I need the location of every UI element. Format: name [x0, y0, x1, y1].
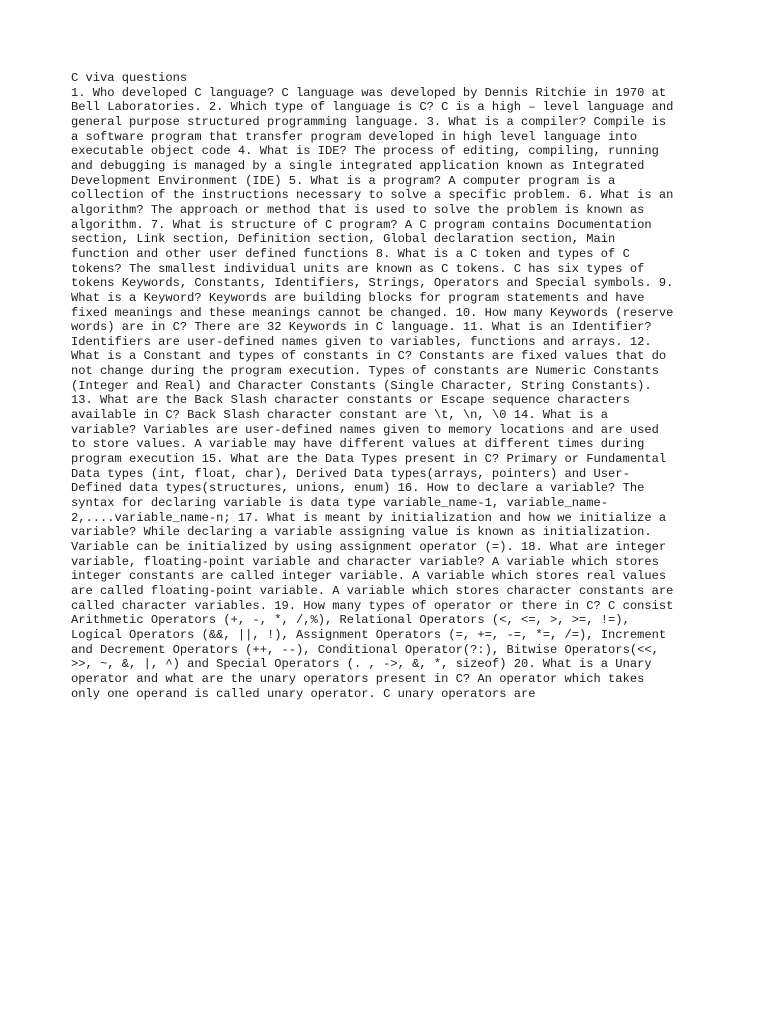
- text-line: variable? Variables are user-defined names given to memory locations and are used: [71, 422, 659, 437]
- text-line: What is a Constant and types of constants in C? Constants are fixed values that do: [71, 349, 667, 364]
- text-line: tokens? The smallest individual units are known as C tokens. C has six types of: [71, 261, 645, 276]
- text-line: algorithm? The approach or method that is used to solve the problem is known as: [71, 202, 645, 217]
- text-line: 2,....variable_name-n; 17. What is meant by initialization and how we initialize a: [71, 510, 667, 525]
- text-line: are called floating-point variable. A variable which stores character constants are: [71, 583, 674, 598]
- text-line: Variable can be initialized by using assignment operator (=). 18. What are integer: [71, 540, 667, 554]
- text-line: called character variables. 19. How many types of operator or there in C? C consist: [71, 598, 674, 613]
- document-title: C viva questions: [71, 71, 188, 85]
- text-line: to store values. A variable may have different values at different times during: [71, 437, 645, 452]
- text-line: variable, floating-point variable and character variable? A variable which stores: [71, 554, 659, 569]
- text-line: Identifiers are user-defined names given to variables, functions and arrays. 12.: [71, 334, 652, 349]
- text-line: tokens Keywords, Constants, Identifiers, Strings, Operators and Special symbols. 9.: [71, 276, 674, 291]
- text-line: a software program that transfer program developed in high level language into: [71, 129, 638, 144]
- text-line: words) are in C? There are 32 Keywords in C language. 11. What is an Identifier?: [71, 320, 652, 335]
- text-line: What is a Keyword? Keywords are building blocks for program statements and have: [71, 290, 645, 305]
- text-line: only one operand is called unary operator. C unary operators are: [71, 686, 536, 701]
- text-line: Arithmetic Operators (+, -, *, /,%), Relational Operators (<, <=, >, >=, !=),: [71, 613, 630, 628]
- text-line: 1. Who developed C language? C language was developed by Dennis Ritchie in 1970 at: [71, 85, 667, 100]
- text-line: executable object code 4. What is IDE? The process of editing, compiling, running: [71, 144, 659, 159]
- text-line: general purpose structured programming language. 3. What is a compiler? Compile is: [71, 114, 667, 129]
- text-line: and Decrement Operators (++, --), Conditional Operator(?:), Bitwise Operators(<<,: [71, 642, 659, 657]
- text-line: not change during the program execution. Types of constants are Numeric Constants: [71, 364, 659, 379]
- text-line: Defined data types(structures, unions, enum) 16. How to declare a variable? The: [71, 481, 645, 496]
- text-line: integer constants are called integer variable. A variable which stores real values: [71, 569, 667, 584]
- text-line: function and other user defined functions 8. What is a C token and types of C: [71, 246, 630, 261]
- text-line: Development Environment (IDE) 5. What is a program? A computer program is a: [71, 173, 616, 188]
- text-line: and debugging is managed by a single integrated application known as Integrated: [71, 158, 645, 173]
- text-line: Data types (int, float, char), Derived Data types(arrays, pointers) and User-: [71, 466, 630, 481]
- text-line: operator and what are the unary operators present in C? An operator which takes: [71, 671, 645, 686]
- text-line: algorithm. 7. What is structure of C program? A C program contains Documentation: [71, 217, 652, 232]
- text-line: syntax for declaring variable is data type variable_name-1, variable_name-: [71, 496, 609, 511]
- text-line: Bell Laboratories. 2. Which type of language is C? C is a high – level language and: [71, 100, 674, 115]
- text-line: variable? While declaring a variable assigning value is known as initialization.: [71, 525, 652, 540]
- text-line: fixed meanings and these meanings cannot be changed. 10. How many Keywords (reserve: [71, 305, 674, 320]
- text-line: program execution 15. What are the Data Types present in C? Primary or Fundamental: [71, 452, 667, 467]
- text-line: (Integer and Real) and Character Constants (Single Character, String Constants).: [71, 378, 652, 393]
- text-line: available in C? Back Slash character constant are \t, \n, \0 14. What is a: [71, 408, 609, 423]
- text-line: collection of the instructions necessary to solve a specific problem. 6. What is an: [71, 188, 674, 203]
- text-line: >>, ~, &, |, ^) and Special Operators (. , ->, &, *, sizeof) 20. What is a Unary: [71, 657, 652, 672]
- text-line: Logical Operators (&&, ||, !), Assignment Operators (=, +=, -=, *=, /=), Increment: [71, 627, 667, 642]
- text-line: 13. What are the Back Slash character constants or Escape sequence characters: [71, 393, 630, 408]
- text-line: section, Link section, Definition section, Global declaration section, Main: [71, 232, 616, 247]
- document-text: [71, 71, 711, 701]
